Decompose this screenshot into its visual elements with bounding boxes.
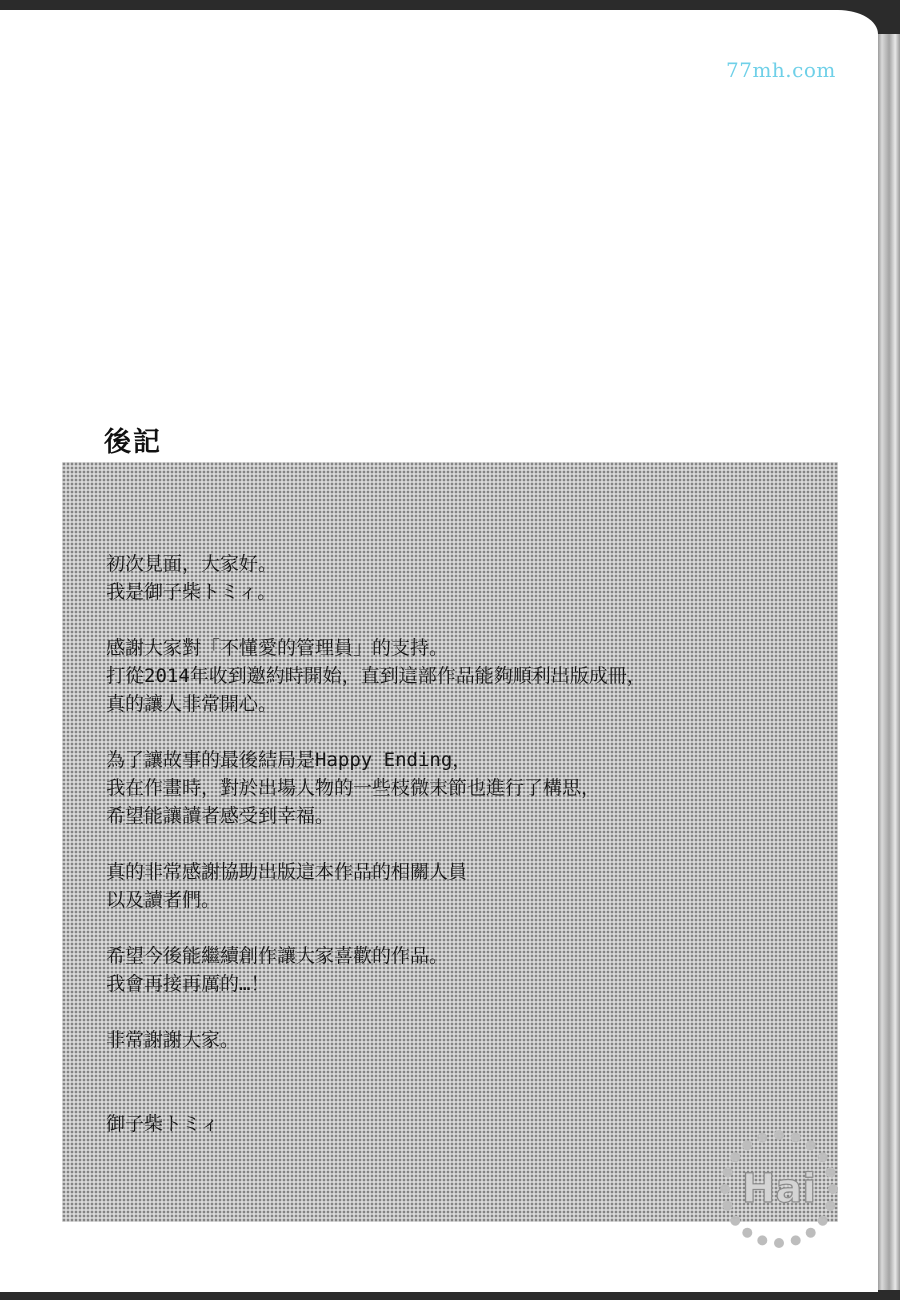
text-line: 打從2014年收到邀約時開始，直到這部作品能夠順利出版成冊， [106,665,646,687]
text-line: 我會再接再厲的…！ [106,973,270,995]
text-line: 為了讓故事的最後結局是Happy Ending， [106,749,472,771]
text-line: 御子柴トミィ [106,1113,220,1135]
paragraph-future [106,942,806,998]
author-signature [106,1110,806,1138]
stamp-dot [742,1228,752,1238]
book-page-edge [876,34,900,1290]
afterword-body [106,550,806,1138]
stamp-dot [730,1152,740,1162]
text-line: 以及讀者們。 [106,889,221,911]
text-line: 我在作畫時，對於出場人物的一些枝微末節也進行了構思， [106,777,601,799]
afterword-title: 後記 [104,427,162,458]
text-line: 希望能讓讀者感受到幸福。 [106,805,335,827]
text-line: 我是御子柴トミィ。 [106,581,277,603]
scanlation-stamp-logo [716,1126,842,1252]
text-line: 希望今後能繼續創作讓大家喜歡的作品。 [106,945,449,967]
stamp-dot [828,1184,838,1194]
stamp-dot [825,1201,835,1211]
stamp-dot [818,1152,828,1162]
text-line: 真的非常感謝協助出版這本作品的相關人員 [106,861,468,883]
paragraph-gap [106,1082,806,1110]
stamp-dot [774,1238,784,1248]
paragraph-gap [106,1054,806,1082]
site-watermark: 77mh.com [726,58,836,82]
paragraph-closing [106,1026,806,1054]
stamp-dot [757,1133,767,1143]
paragraph-gap [106,718,806,746]
stamp-dot [723,1167,733,1177]
stamp-dot [791,1235,801,1245]
paragraph-greeting [106,550,806,606]
stamp-dot [720,1184,730,1194]
stamp-dot [742,1140,752,1150]
text-line: 真的讓人非常開心。 [106,693,278,715]
paragraph-gap [106,830,806,858]
stamp-dot [791,1133,801,1143]
paragraph-happy-ending [106,746,806,830]
stamp-dot [818,1216,828,1226]
stamp-dot [774,1130,784,1140]
stamp-dot [825,1167,835,1177]
text-line: 初次見面，大家好。 [106,553,278,575]
paragraph-thanks-staff [106,858,806,914]
stamp-dot [806,1140,816,1150]
stamp-dot [806,1228,816,1238]
stamp-dot [757,1235,767,1245]
stamp-text: Hai [741,1166,817,1212]
text-line: 感謝大家對「不懂愛的管理員」的支持。 [106,637,449,659]
paragraph-gap [106,914,806,942]
paragraph-gap [106,998,806,1026]
stamp-dot [723,1201,733,1211]
text-line: 非常謝謝大家。 [106,1029,240,1051]
paragraph-gap [106,606,806,634]
paragraph-thanks-support [106,634,806,718]
stamp-dot [730,1216,740,1226]
